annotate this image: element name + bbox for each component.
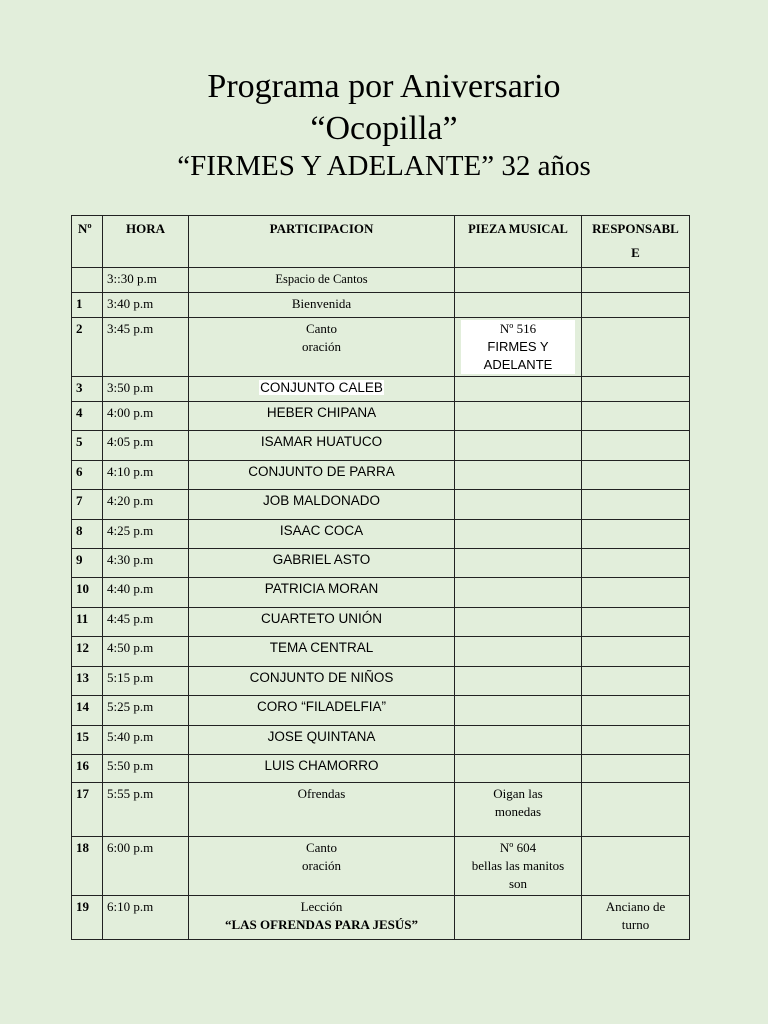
row-number: 14 <box>72 696 103 726</box>
row-responsible <box>582 896 690 940</box>
row-time: 3::30 p.m <box>103 268 189 293</box>
row-piece <box>455 461 582 490</box>
table-row <box>72 726 690 755</box>
table-row <box>72 490 690 520</box>
row-number: 4 <box>72 402 103 431</box>
row-responsible <box>582 461 690 490</box>
row-number: 2 <box>72 318 103 377</box>
row-piece <box>455 293 582 318</box>
row-responsible <box>582 783 690 837</box>
hymn-title-line: FIRMES Y <box>487 339 549 354</box>
table-row <box>72 461 690 490</box>
table-row <box>72 431 690 461</box>
row-time: 5:15 p.m <box>103 667 189 696</box>
piece-line: Oigan las <box>493 786 543 801</box>
row-number: 17 <box>72 783 103 837</box>
row-responsible <box>582 667 690 696</box>
piece-line: Nº 604 <box>499 840 537 855</box>
lesson-title: “LAS OFRENDAS PARA JESÚS” <box>225 917 418 932</box>
row-number: 12 <box>72 637 103 667</box>
row-piece <box>455 268 582 293</box>
column-header-hora: HORA <box>103 216 189 268</box>
row-participation: TEMA CENTRAL <box>189 637 455 667</box>
row-time: 4:25 p.m <box>103 520 189 549</box>
table-row <box>72 402 690 431</box>
row-participation <box>189 837 455 896</box>
participation-line: Lección <box>300 899 343 914</box>
row-participation <box>189 318 455 377</box>
table-row <box>72 608 690 637</box>
row-responsible <box>582 268 690 293</box>
row-time: 6:10 p.m <box>103 896 189 940</box>
row-piece <box>455 490 582 520</box>
row-time: 5:40 p.m <box>103 726 189 755</box>
hymn-title-line: ADELANTE <box>483 357 553 372</box>
column-header-pieza-musical: PIEZA MUSICAL <box>455 216 582 268</box>
row-time: 4:10 p.m <box>103 461 189 490</box>
table-header-row <box>72 216 690 268</box>
column-header-participacion: PARTICIPACION <box>189 216 455 268</box>
row-piece <box>455 377 582 402</box>
row-participation: Ofrendas <box>189 783 455 837</box>
table-row <box>72 696 690 726</box>
row-participation: CUARTETO UNIÓN <box>189 608 455 637</box>
row-responsible <box>582 608 690 637</box>
row-piece <box>455 578 582 608</box>
row-piece <box>455 608 582 637</box>
row-participation: CORO “FILADELFIA” <box>189 696 455 726</box>
table-row <box>72 837 690 896</box>
piece-line: son <box>508 876 528 891</box>
row-piece <box>455 696 582 726</box>
row-responsible <box>582 696 690 726</box>
row-participation: GABRIEL ASTO <box>189 549 455 578</box>
row-number: 16 <box>72 755 103 783</box>
hymn-box <box>461 320 575 374</box>
row-participation: JOB MALDONADO <box>189 490 455 520</box>
row-time: 6:00 p.m <box>103 837 189 896</box>
row-number: 13 <box>72 667 103 696</box>
row-number: 5 <box>72 431 103 461</box>
row-number: 3 <box>72 377 103 402</box>
row-time: 4:45 p.m <box>103 608 189 637</box>
participation-line: oración <box>302 339 341 354</box>
row-responsible <box>582 402 690 431</box>
table-row <box>72 667 690 696</box>
table-row <box>72 293 690 318</box>
row-number: 15 <box>72 726 103 755</box>
row-number: 10 <box>72 578 103 608</box>
row-participation: PATRICIA MORAN <box>189 578 455 608</box>
column-header-number: Nº <box>72 216 103 268</box>
row-number: 1 <box>72 293 103 318</box>
responsible-line: Anciano de <box>605 899 666 914</box>
row-number: 9 <box>72 549 103 578</box>
table-row <box>72 549 690 578</box>
row-piece <box>455 431 582 461</box>
row-piece <box>455 896 582 940</box>
row-participation: HEBER CHIPANA <box>189 402 455 431</box>
row-participation: LUIS CHAMORRO <box>189 755 455 783</box>
row-number: 7 <box>72 490 103 520</box>
row-piece <box>455 549 582 578</box>
row-responsible <box>582 637 690 667</box>
table-row <box>72 520 690 549</box>
row-participation <box>189 896 455 940</box>
table-row <box>72 377 690 402</box>
row-time: 4:50 p.m <box>103 637 189 667</box>
row-piece <box>455 667 582 696</box>
row-time: 5:55 p.m <box>103 783 189 837</box>
participation-line: oración <box>302 858 341 873</box>
responsible-line: turno <box>621 917 650 932</box>
row-participation <box>189 377 455 402</box>
row-number: 19 <box>72 896 103 940</box>
row-piece <box>455 837 582 896</box>
row-responsible <box>582 377 690 402</box>
row-responsible <box>582 837 690 896</box>
table-row <box>72 268 690 293</box>
row-participation: Bienvenida <box>189 293 455 318</box>
row-piece <box>455 402 582 431</box>
row-piece <box>455 520 582 549</box>
row-time: 3:50 p.m <box>103 377 189 402</box>
row-time: 4:00 p.m <box>103 402 189 431</box>
table-row <box>72 318 690 377</box>
row-piece <box>455 755 582 783</box>
row-number: 18 <box>72 837 103 896</box>
row-time: 4:05 p.m <box>103 431 189 461</box>
row-participation: ISAAC COCA <box>189 520 455 549</box>
row-number: 11 <box>72 608 103 637</box>
row-responsible <box>582 578 690 608</box>
row-time: 5:25 p.m <box>103 696 189 726</box>
table-row <box>72 755 690 783</box>
row-piece <box>455 637 582 667</box>
row-piece <box>455 783 582 837</box>
program-table <box>71 215 690 940</box>
piece-line: monedas <box>494 804 542 819</box>
row-responsible <box>582 490 690 520</box>
participation-highlight: CONJUNTO CALEB <box>260 380 383 395</box>
anniversary-motto: “FIRMES Y ADELANTE” 32 años <box>177 150 591 182</box>
column-header-responsable: RESPONSABL E <box>582 216 690 268</box>
hymn-number: Nº 516 <box>499 321 537 336</box>
table-row <box>72 783 690 837</box>
row-participation: Espacio de Cantos <box>189 268 455 293</box>
row-responsible <box>582 549 690 578</box>
row-number: 6 <box>72 461 103 490</box>
row-participation: CONJUNTO DE PARRA <box>189 461 455 490</box>
participation-line: Canto <box>305 321 338 336</box>
row-responsible <box>582 431 690 461</box>
row-time: 3:40 p.m <box>103 293 189 318</box>
row-time: 3:45 p.m <box>103 318 189 377</box>
row-responsible <box>582 520 690 549</box>
participation-line: Canto <box>305 840 338 855</box>
table-row <box>72 637 690 667</box>
row-piece <box>455 726 582 755</box>
table-row <box>72 578 690 608</box>
row-time: 4:30 p.m <box>103 549 189 578</box>
row-responsible <box>582 755 690 783</box>
row-responsible <box>582 726 690 755</box>
church-name: “Ocopilla” <box>310 110 458 147</box>
row-piece <box>455 318 582 377</box>
row-participation: CONJUNTO DE NIÑOS <box>189 667 455 696</box>
table-row <box>72 896 690 940</box>
row-time: 4:40 p.m <box>103 578 189 608</box>
piece-line: bellas las manitos <box>471 858 565 873</box>
row-participation: ISAMAR HUATUCO <box>189 431 455 461</box>
row-time: 5:50 p.m <box>103 755 189 783</box>
program-title: Programa por Aniversario <box>207 68 561 105</box>
row-time: 4:20 p.m <box>103 490 189 520</box>
row-number: 8 <box>72 520 103 549</box>
row-responsible <box>582 293 690 318</box>
row-number <box>72 268 103 293</box>
row-participation: JOSE QUINTANA <box>189 726 455 755</box>
row-responsible <box>582 318 690 377</box>
